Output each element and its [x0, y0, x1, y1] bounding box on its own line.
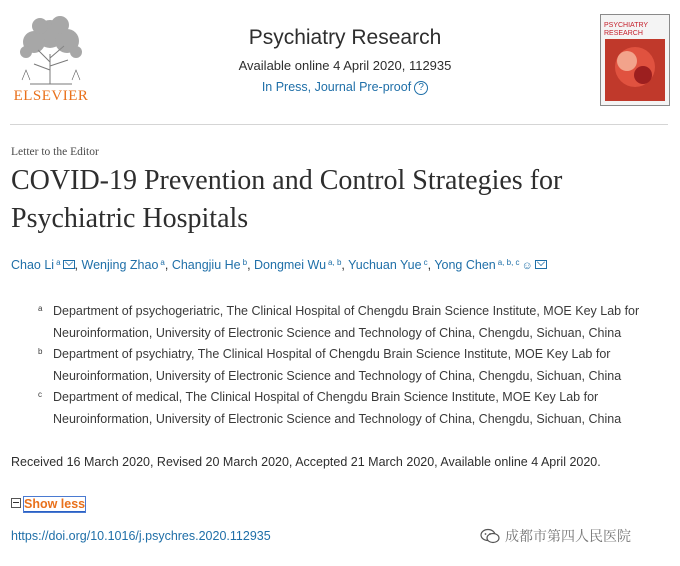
affiliation-mark: c [38, 390, 42, 399]
author-separator: , [247, 258, 255, 272]
watermark-text: 成都市第四人民医院 [505, 528, 631, 544]
affiliation-item [38, 344, 678, 387]
article-history: Received 16 March 2020, Revised 20 March 2020, Accepted 21 March 2020, Available online 4 April 2020. [11, 455, 601, 469]
author-separator: , [164, 258, 172, 272]
author-item[interactable] [434, 258, 546, 272]
wechat-icon [480, 528, 500, 544]
affiliation-item [38, 301, 678, 344]
journal-title[interactable]: Psychiatry Research [248, 26, 442, 49]
email-icon[interactable] [535, 260, 547, 269]
affiliation-mark: a [38, 304, 43, 313]
collapse-minus-icon[interactable] [11, 498, 21, 508]
author-separator: , [74, 258, 82, 272]
affiliation-text: Department of medical, The Clinical Hospital of Chengdu Brain Science Institute, MOE Key Lab for Neuroinformation, University of Electronic Science and Technology of China, Chengdu, Sichuan, China [53, 390, 622, 426]
article-header [0, 0, 680, 126]
author-item[interactable] [348, 258, 427, 272]
affiliation-text: Department of psychiatry, The Clinical Hospital of Chengdu Brain Science Institute, MOE Key Lab for Neuroinformation, University of Electronic Science and Technology of China, Chengdu, Sichuan, China [53, 347, 622, 383]
author-affiliation-mark[interactable]: a, b, c [497, 258, 520, 267]
author-item[interactable] [82, 258, 165, 272]
elsevier-tree-icon [10, 14, 92, 86]
author-separator: , [427, 258, 435, 272]
author-list [11, 258, 547, 272]
author-affiliation-mark[interactable]: a [56, 258, 61, 267]
article-title: COVID-19 Prevention and Control Strategies for Psychiatric Hospitals [11, 165, 563, 234]
author-item[interactable] [172, 258, 247, 272]
availability-text: Available online 4 April 2020, 112935 [238, 58, 452, 73]
affiliations [38, 301, 678, 430]
author-name[interactable]: Yuchuan Yue [348, 258, 422, 272]
affiliation-item [38, 387, 678, 430]
author-affiliation-mark[interactable]: b [242, 258, 248, 267]
doi-link[interactable]: https://doi.org/10.1016/j.psychres.2020.112935 [11, 529, 271, 543]
watermark [480, 526, 631, 546]
header-divider [10, 124, 668, 125]
author-name[interactable]: Wenjing Zhao [81, 258, 159, 272]
author-affiliation-mark[interactable]: a, b [328, 258, 342, 267]
status-line[interactable] [200, 80, 490, 95]
elsevier-logo[interactable] [10, 14, 92, 106]
author-name[interactable]: Dongmei Wu [254, 258, 327, 272]
show-less-toggle[interactable] [11, 497, 85, 511]
question-circle-icon[interactable]: ? [414, 81, 428, 95]
author-name[interactable]: Changjiu He [171, 258, 241, 272]
author-name[interactable]: Yong Chen [434, 258, 496, 272]
person-icon[interactable]: ☺ [521, 260, 533, 272]
affiliation-mark: b [38, 347, 43, 356]
author-item[interactable] [11, 258, 75, 272]
author-item[interactable] [254, 258, 341, 272]
affiliation-text: Department of psychogeriatric, The Clinical Hospital of Chengdu Brain Science Institute, MOE Key Lab for Neuroinformation, University of Electronic Science and Technology of China, Chengdu, Sichuan, China [53, 304, 640, 340]
author-affiliation-mark[interactable]: a [160, 258, 165, 267]
show-less-button[interactable]: Show less [24, 497, 86, 511]
elsevier-wordmark: ELSEVIER [13, 88, 89, 104]
article-type-label: Letter to the Editor [11, 146, 99, 158]
status-link[interactable]: In Press, Journal Pre-proof [261, 80, 412, 94]
journal-cover[interactable] [600, 14, 670, 106]
email-icon[interactable] [63, 260, 75, 269]
author-affiliation-mark[interactable]: c [423, 258, 428, 267]
journal-info [200, 26, 490, 95]
cover-title: PSYCHIATRY RESEARCH [604, 22, 648, 37]
author-name[interactable]: Chao Li [11, 258, 55, 272]
author-separator: , [341, 258, 349, 272]
